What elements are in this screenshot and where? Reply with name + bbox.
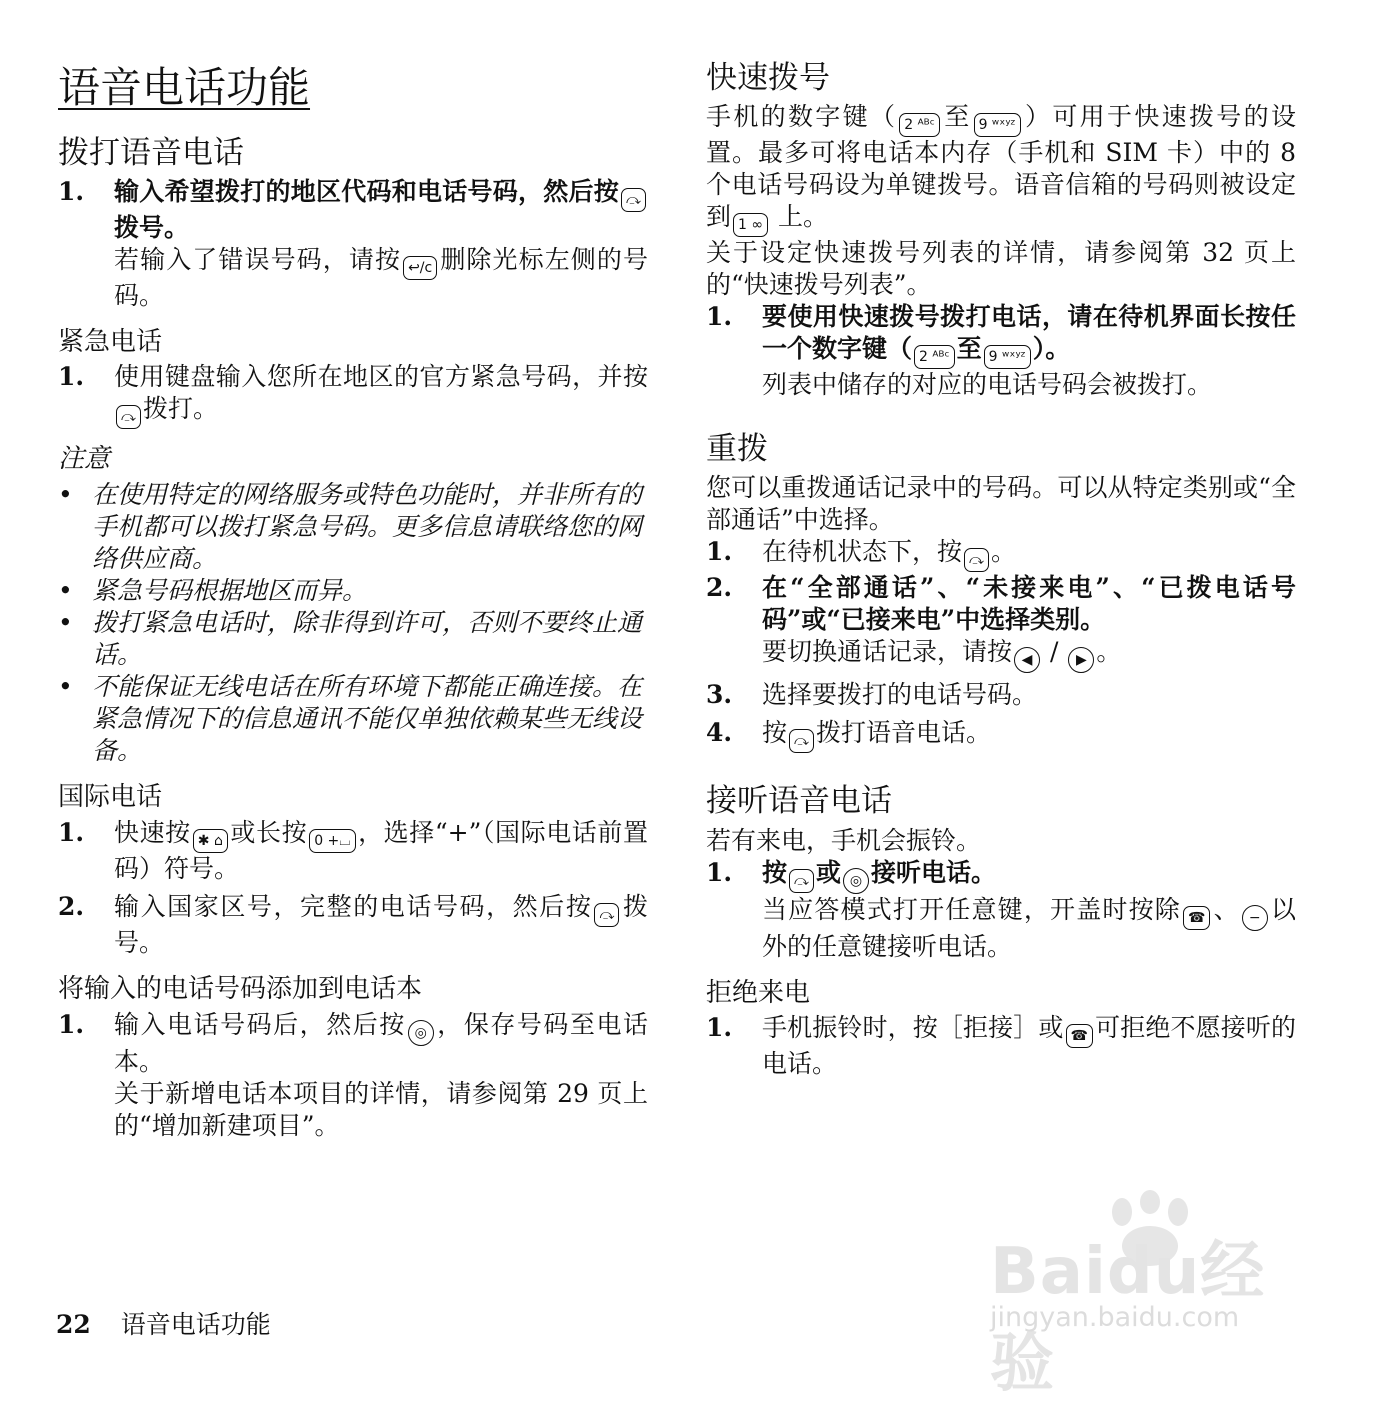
- note-item: [58, 575, 648, 607]
- step-text: ，选择“+”（国际电话前置码）符号。: [114, 818, 648, 884]
- call-key-icon: ⤼: [789, 869, 814, 893]
- note-text: 不能保证无线电话在所有环境下都能正确连接。在紧急情况下的信息通讯不能仅单独依赖某些无线设备。: [92, 672, 643, 766]
- redial-step-3: [706, 679, 1296, 711]
- step-number: 1.: [58, 176, 85, 206]
- speed-paragraph-2: 关于设定快速拨号列表的详情，请参阅第 32 页上的“快速拨号列表”。: [706, 238, 1296, 300]
- right-nav-icon: ▶: [1068, 647, 1094, 673]
- step-note: 关于新增电话本项目的详情，请参阅第 29 页上的“增加新建项目”。: [114, 1078, 648, 1140]
- call-key-icon: ⤼: [621, 188, 646, 212]
- speed-step-1: [706, 301, 1296, 401]
- step-note: 要切换通话记录，请按: [762, 637, 1013, 667]
- redial-step-2: [706, 572, 1296, 673]
- emergency-heading: 紧急电话: [58, 326, 163, 357]
- emergency-step-1: [58, 361, 648, 429]
- step-number: 2.: [706, 573, 733, 603]
- step-text: ）。: [1032, 334, 1071, 364]
- step-number: 1.: [706, 537, 733, 567]
- intl-step-2: [58, 891, 648, 959]
- note-item: [58, 607, 648, 671]
- ok-key-icon: ◎: [408, 1020, 434, 1046]
- step-text: 在待机状态下，按: [762, 537, 963, 567]
- call-key-icon: ⤼: [964, 548, 989, 572]
- step-note: 。: [1096, 637, 1122, 667]
- bullet: •: [58, 672, 73, 702]
- step-note: 以外的任意键接听电话。: [762, 894, 1296, 961]
- step-number: 4.: [706, 718, 733, 748]
- step-number: 1.: [58, 362, 85, 392]
- step-text: 快速按: [114, 818, 191, 848]
- para-text: 至: [941, 102, 972, 132]
- two-key-icon: 2 ᴬᴮᶜ: [899, 113, 940, 137]
- watermark-url: jingyan.baidu.com: [990, 1302, 1240, 1333]
- step-text: 要使用快速拨号拨打电话，请在待机界面长按任一个数字键（: [762, 302, 1296, 364]
- para-text: 上。: [770, 202, 828, 232]
- step-text: 输入希望拨打的地区代码和电话号码，然后按: [114, 176, 620, 206]
- end-key-icon: ☎: [1066, 1024, 1093, 1048]
- footer-title: 语音电话功能: [120, 1310, 271, 1339]
- step-text: 在“全部通话”、“未接来电”、“已拨电话号码”或“已接来电”中选择类别。: [762, 573, 1296, 635]
- step-text: 拨打。: [142, 394, 218, 424]
- two-key-icon: 2 ᴬᴮᶜ: [914, 345, 955, 369]
- reject-heading: 拒绝来电: [706, 977, 811, 1008]
- intl-heading: 国际电话: [58, 782, 163, 813]
- bullet: •: [58, 480, 73, 510]
- minus-key-icon: −: [1242, 905, 1268, 931]
- redial-paragraph: 您可以重拨通话记录中的号码。可以从特定类别或“全部通话”中选择。: [706, 473, 1296, 535]
- call-key-icon: ⤼: [594, 903, 619, 927]
- dial-step-1: [58, 176, 648, 312]
- step-number: 3.: [706, 680, 733, 710]
- add-step-1: [58, 1009, 648, 1142]
- step-note: /: [1042, 637, 1067, 667]
- dial-heading: 拨打语音电话: [58, 134, 244, 171]
- redial-step-1: [706, 536, 1296, 572]
- answer-step-1: [706, 857, 1296, 963]
- step-number: 1.: [706, 857, 733, 887]
- step-text: 按: [762, 857, 788, 887]
- note-heading: 注意: [58, 444, 111, 475]
- para-text: 手机的数字键（: [706, 102, 898, 132]
- step-text: 。: [990, 537, 1016, 567]
- step-text: ，保存号码至电话本。: [114, 1009, 648, 1076]
- nine-key-icon: 9 ʷˣʸᶻ: [984, 345, 1031, 369]
- clear-key-icon: ↩/c: [403, 256, 437, 280]
- step-text: 至: [956, 334, 982, 364]
- step-number: 1.: [58, 818, 85, 848]
- answer-heading: 接听语音电话: [706, 783, 892, 820]
- one-key-icon: 1 ∞: [733, 213, 768, 237]
- step-text: 或: [815, 857, 841, 887]
- step-number: 1.: [58, 1009, 85, 1039]
- page-title: 语音电话功能: [58, 63, 311, 112]
- redial-step-4: [706, 717, 1296, 753]
- note-text: 在使用特定的网络服务或特色功能时，并非所有的手机都可以拨打紧急号码。更多信息请联络您的网络供应商。: [92, 480, 643, 574]
- step-note: 、: [1212, 894, 1240, 924]
- note-item: [58, 671, 648, 767]
- step-text: 拨号。: [114, 892, 648, 958]
- page-footer: [56, 1305, 271, 1341]
- nine-key-icon: 9 ʷˣʸᶻ: [974, 113, 1021, 137]
- step-note: 删除光标左侧的号码。: [114, 244, 648, 310]
- page-number: 22: [56, 1310, 91, 1339]
- step-text: 可拒绝不愿接听的电话。: [762, 1013, 1296, 1079]
- bullet: •: [58, 608, 73, 638]
- step-note: 列表中储存的对应的电话号码会被拨打。: [762, 370, 1213, 400]
- star-key-icon: ✱ ⌂: [193, 829, 228, 853]
- add-heading: 将输入的电话号码添加到电话本: [58, 974, 423, 1005]
- note-text: 紧急号码根据地区而异。: [92, 576, 368, 606]
- para-text: ）可用于快速拨号的设置。最多可将电话本内存（手机和 SIM 卡）中的 8 个电话号码设为单键拨号。语音信箱的号码则被设定到: [706, 102, 1296, 232]
- left-column: [58, 60, 648, 1142]
- speed-heading: 快速拨号: [706, 60, 830, 96]
- speed-paragraph: [706, 101, 1296, 237]
- step-text: 手机振铃时，按［拒接］或: [762, 1013, 1064, 1043]
- end-key-icon: ☎: [1183, 906, 1210, 930]
- note-text: 拨打紧急电话时，除非得到许可，否则不要终止通话。: [92, 608, 643, 670]
- answer-paragraph: 若有来电，手机会振铃。: [706, 825, 982, 855]
- baidu-watermark: [990, 1190, 1320, 1401]
- step-text: 按: [762, 718, 788, 748]
- left-nav-icon: ◀: [1014, 647, 1040, 673]
- right-column: [706, 60, 1296, 1080]
- reject-step-1: [706, 1012, 1296, 1080]
- step-text: 拨打语音电话。: [815, 718, 991, 748]
- watermark-brand: Baidu经验: [990, 1235, 1266, 1401]
- step-number: 1.: [706, 302, 733, 332]
- step-text: 选择要拨打的电话号码。: [762, 680, 1038, 710]
- step-text: 或长按: [229, 818, 308, 848]
- call-key-icon: ⤼: [789, 729, 814, 753]
- bullet: •: [58, 576, 73, 606]
- note-item: [58, 479, 648, 575]
- ok-key-icon: ◎: [843, 868, 869, 894]
- step-text: 输入国家区号，完整的电话号码，然后按: [114, 892, 593, 922]
- step-text: 接听电话。: [871, 857, 997, 887]
- step-text: 拨号。: [114, 212, 190, 242]
- step-note: 若输入了错误号码，请按: [114, 244, 402, 274]
- step-number: 1.: [706, 1013, 733, 1043]
- step-number: 2.: [58, 892, 85, 922]
- step-text: 输入电话号码后，然后按: [114, 1009, 406, 1039]
- step-note: 当应答模式打开任意键，开盖时按除: [762, 894, 1181, 924]
- intl-step-1: [58, 817, 648, 885]
- step-text: 使用键盘输入您所在地区的官方紧急号码，并按: [114, 362, 648, 392]
- zero-key-icon: 0 +⌴: [309, 829, 355, 853]
- call-key-icon: ⤼: [116, 405, 141, 429]
- redial-heading: 重拨: [706, 431, 768, 468]
